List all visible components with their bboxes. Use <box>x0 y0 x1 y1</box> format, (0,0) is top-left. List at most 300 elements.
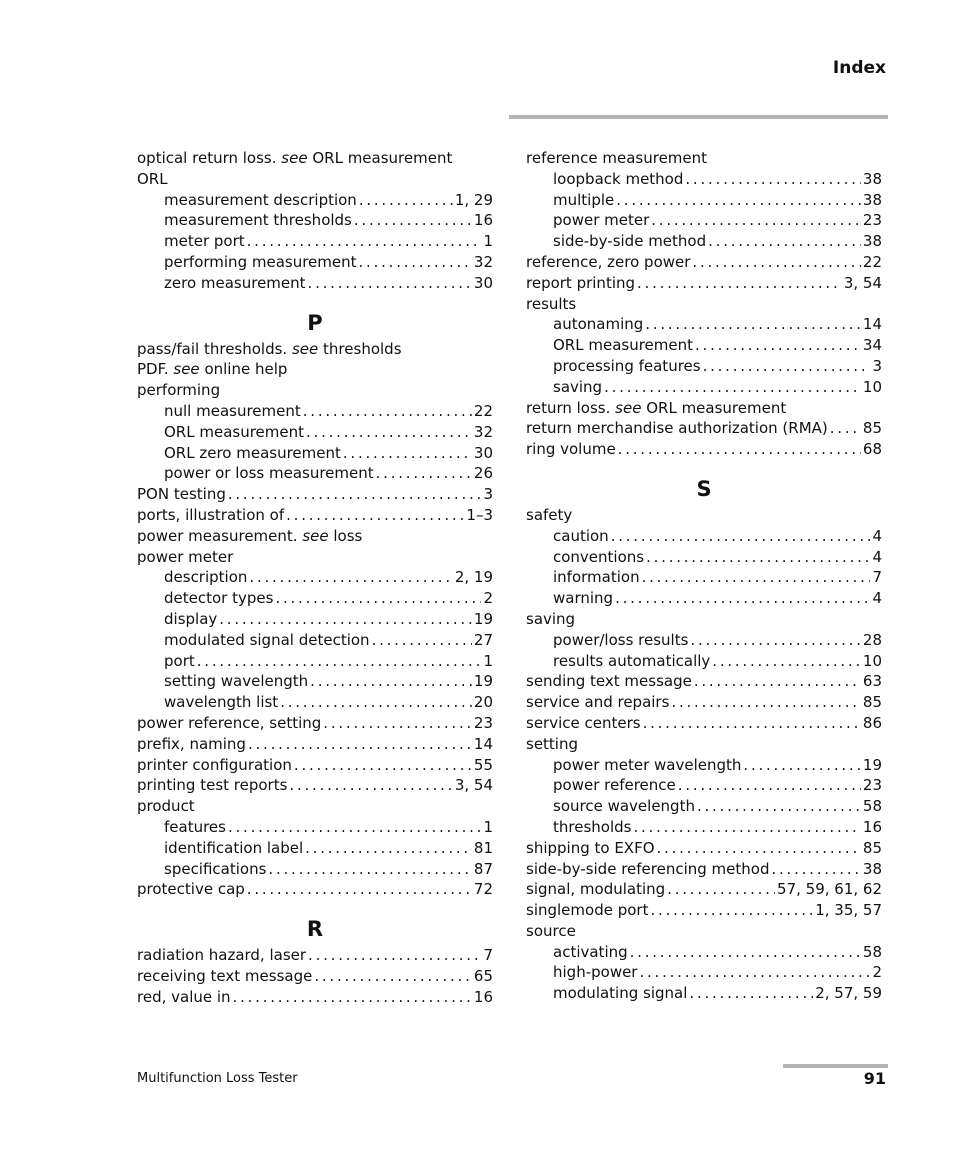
dot-leader <box>616 190 861 211</box>
index-term <box>137 775 287 796</box>
index-term-text: printer configuration <box>137 755 292 774</box>
index-subentry <box>137 817 493 838</box>
dot-leader <box>771 859 860 880</box>
index-page-numbers: 19 <box>473 609 493 628</box>
index-page-numbers: 7 <box>483 946 493 965</box>
index-term <box>137 339 402 360</box>
dot-leader <box>310 671 472 692</box>
index-term <box>137 547 233 568</box>
dot-leader <box>286 505 464 526</box>
index-page-numbers: 19 <box>473 672 493 691</box>
index-entry <box>526 879 882 900</box>
dot-leader <box>228 484 482 505</box>
index-term <box>526 713 641 734</box>
index-term <box>553 755 741 776</box>
index-page-numbers: 58 <box>862 797 882 816</box>
index-page-numbers: 85 <box>862 838 882 857</box>
index-term-text: thresholds <box>553 817 632 836</box>
index-page-numbers: 30 <box>473 443 493 462</box>
index-page-numbers: 7 <box>872 568 882 587</box>
index-term <box>526 609 575 630</box>
dot-leader <box>306 422 472 443</box>
index-subentry <box>526 775 882 796</box>
index-term <box>164 463 374 484</box>
index-term-text: side-by-side referencing method <box>526 859 770 878</box>
dot-leader <box>633 817 860 838</box>
index-see-reference: thresholds <box>323 339 402 358</box>
index-subentry <box>526 526 882 547</box>
index-term <box>137 359 287 380</box>
dot-leader <box>359 252 472 273</box>
index-term-text: pass/fail thresholds. <box>137 339 288 358</box>
index-term <box>137 526 362 547</box>
dot-leader <box>678 775 861 796</box>
index-term-text: conventions <box>553 547 645 566</box>
index-subentry <box>526 190 882 211</box>
index-entry <box>526 734 882 755</box>
index-entry <box>137 796 493 817</box>
index-subentry <box>526 651 882 672</box>
index-subentry <box>526 755 882 776</box>
index-page-numbers: 10 <box>862 651 882 670</box>
dot-leader <box>275 588 481 609</box>
dot-leader <box>690 630 860 651</box>
index-page-numbers: 38 <box>862 190 882 209</box>
dot-leader <box>651 210 861 231</box>
dot-leader <box>618 439 861 460</box>
index-subentry <box>526 942 882 963</box>
index-entry <box>137 169 493 190</box>
index-term <box>164 671 308 692</box>
index-term <box>526 505 572 526</box>
index-term <box>553 169 683 190</box>
index-entry <box>526 273 882 294</box>
index-term-text: features <box>164 817 226 836</box>
index-subentry <box>526 588 882 609</box>
index-term-text: PDF. <box>137 360 169 379</box>
index-entry <box>137 339 493 360</box>
index-term-text: ring volume <box>526 440 616 459</box>
index-term-text: protective cap <box>137 880 245 899</box>
index-page-numbers: 2 <box>483 589 493 608</box>
index-entry <box>526 859 882 880</box>
index-entry <box>137 734 493 755</box>
index-term <box>526 671 692 692</box>
index-entry <box>526 505 882 526</box>
index-term-text: shipping to EXFO <box>526 838 655 857</box>
index-term <box>137 380 220 401</box>
index-subentry <box>137 588 493 609</box>
dot-leader <box>639 962 870 983</box>
index-term <box>164 567 247 588</box>
dot-leader <box>228 817 481 838</box>
index-term-text: source wavelength <box>553 797 695 816</box>
index-subentry <box>137 692 493 713</box>
index-term-text: return loss. <box>526 398 611 417</box>
dot-leader <box>249 567 452 588</box>
dot-leader <box>645 314 861 335</box>
index-term-text: ports, illustration of <box>137 505 285 524</box>
index-term <box>526 859 769 880</box>
dot-leader <box>308 945 481 966</box>
index-term <box>137 169 168 190</box>
dot-leader <box>233 987 472 1008</box>
index-term <box>137 713 321 734</box>
index-page-numbers: 58 <box>862 942 882 961</box>
index-see-reference: loss <box>333 526 363 545</box>
index-term-text: warning <box>553 589 614 608</box>
index-subentry <box>137 273 493 294</box>
index-page-numbers: 23 <box>862 776 882 795</box>
index-subentry <box>137 422 493 443</box>
index-term-text: identification label <box>164 838 304 857</box>
index-term <box>526 148 707 169</box>
index-term-text: power reference, setting <box>137 713 322 732</box>
index-term <box>526 692 669 713</box>
index-term <box>553 356 701 377</box>
index-subentry <box>137 567 493 588</box>
index-page-numbers: 85 <box>862 693 882 712</box>
index-page-numbers: 16 <box>862 817 882 836</box>
index-term <box>553 651 710 672</box>
index-entry <box>137 359 493 380</box>
index-term <box>137 148 452 169</box>
index-term <box>526 439 616 460</box>
index-term <box>164 422 304 443</box>
index-term <box>526 294 576 315</box>
index-page-numbers: 22 <box>862 252 882 271</box>
index-subentry <box>137 859 493 880</box>
index-entry <box>137 987 493 1008</box>
index-page-numbers: 32 <box>473 422 493 441</box>
index-entry <box>137 879 493 900</box>
index-page-numbers: 28 <box>862 630 882 649</box>
index-page-numbers: 3 <box>483 485 493 504</box>
dot-leader <box>643 713 861 734</box>
index-term-text: return merchandise authorization (RMA) <box>526 419 828 438</box>
index-page-numbers: 1, 29 <box>454 190 493 209</box>
index-entry <box>137 526 493 547</box>
index-entry <box>526 838 882 859</box>
index-term <box>526 900 648 921</box>
index-entry <box>526 671 882 692</box>
index-term <box>137 755 292 776</box>
index-subentry <box>137 630 493 651</box>
index-entry <box>137 713 493 734</box>
index-term-text: port <box>164 651 195 670</box>
index-page-numbers: 20 <box>473 693 493 712</box>
index-term-text: caution <box>553 526 609 545</box>
index-term-text: modulated signal detection <box>164 630 370 649</box>
index-term <box>553 588 613 609</box>
index-section-letter: S <box>696 476 712 501</box>
index-term-text: radiation hazard, laser <box>137 946 307 965</box>
dot-leader <box>323 713 472 734</box>
index-page-numbers: 81 <box>473 838 493 857</box>
index-term <box>553 547 644 568</box>
dot-leader <box>630 942 861 963</box>
index-term <box>553 775 676 796</box>
index-see-label: see <box>302 526 329 545</box>
dot-leader <box>359 190 453 211</box>
index-page-numbers: 1 <box>483 817 493 836</box>
index-term <box>164 692 278 713</box>
index-term-text: performing measurement <box>164 252 357 271</box>
index-term-text: specifications <box>164 859 267 878</box>
index-entry <box>526 713 882 734</box>
dot-leader <box>694 671 861 692</box>
index-section-letter: P <box>307 310 323 335</box>
index-term-text: reference, zero power <box>526 252 691 271</box>
index-term <box>164 252 357 273</box>
index-term <box>553 962 637 983</box>
index-term <box>164 210 352 231</box>
index-entry <box>137 505 493 526</box>
dot-leader <box>289 775 452 796</box>
index-term <box>164 859 266 880</box>
index-term <box>553 231 706 252</box>
index-page-numbers: 65 <box>473 966 493 985</box>
index-term-text: null measurement <box>164 401 301 420</box>
dot-leader <box>830 418 861 439</box>
index-subentry <box>526 356 882 377</box>
index-term <box>553 630 688 651</box>
index-entry <box>137 966 493 987</box>
index-page-numbers: 3 <box>872 356 882 375</box>
index-entry <box>526 692 882 713</box>
index-page-numbers: 72 <box>473 880 493 899</box>
index-page-numbers: 34 <box>862 336 882 355</box>
index-page-numbers: 32 <box>473 252 493 271</box>
index-page-numbers: 19 <box>862 755 882 774</box>
index-subentry <box>526 796 882 817</box>
index-subentry <box>137 609 493 630</box>
index-term-text: sending text message <box>526 672 692 691</box>
index-page-numbers: 3, 54 <box>843 273 882 292</box>
index-column-left <box>137 148 493 1007</box>
index-term-text: high-power <box>553 963 638 982</box>
index-term-text: ORL measurement <box>164 422 305 441</box>
index-subentry <box>526 567 882 588</box>
index-subentry <box>137 838 493 859</box>
index-subentry <box>137 190 493 211</box>
index-term-text: printing test reports <box>137 776 288 795</box>
index-see-label: see <box>173 360 200 379</box>
index-subentry <box>137 463 493 484</box>
index-term-text: report printing <box>526 273 636 292</box>
index-entry <box>137 484 493 505</box>
dot-leader <box>308 273 472 294</box>
index-see-label: see <box>615 398 642 417</box>
page-header-title: Index <box>832 58 886 78</box>
index-term <box>553 335 693 356</box>
index-term <box>526 921 576 942</box>
index-term <box>526 418 828 439</box>
index-term-text: setting <box>526 734 579 753</box>
index-entry <box>137 945 493 966</box>
index-term-text: setting wavelength <box>164 672 309 691</box>
index-term-text: modulating signal <box>553 984 688 1003</box>
index-page-numbers: 68 <box>862 440 882 459</box>
index-term-text: PON testing <box>137 485 226 504</box>
index-page-numbers: 1–3 <box>466 505 493 524</box>
index-term-text: service and repairs <box>526 693 670 712</box>
dot-leader <box>695 335 861 356</box>
dot-leader <box>197 651 482 672</box>
index-term <box>553 983 687 1004</box>
index-term-text: ORL measurement <box>553 336 694 355</box>
index-term-text: activating <box>553 942 628 961</box>
header-rule <box>509 115 888 119</box>
index-page-numbers: 63 <box>862 672 882 691</box>
index-page-numbers: 38 <box>862 232 882 251</box>
index-term-text: power or loss measurement <box>164 464 374 483</box>
index-page-numbers: 4 <box>872 526 882 545</box>
index-page-numbers: 26 <box>473 464 493 483</box>
dot-leader <box>642 567 871 588</box>
index-entry <box>526 418 882 439</box>
index-entry <box>526 148 882 169</box>
index-term <box>553 567 640 588</box>
index-term <box>137 734 246 755</box>
index-term <box>526 398 786 419</box>
dot-leader <box>604 377 861 398</box>
index-term-text: product <box>137 797 195 816</box>
dot-leader <box>303 401 472 422</box>
index-page-numbers: 27 <box>473 630 493 649</box>
dot-leader <box>712 651 861 672</box>
index-term-text: measurement thresholds <box>164 211 352 230</box>
dot-leader <box>305 838 472 859</box>
dot-leader <box>268 859 471 880</box>
index-term-text: side-by-side method <box>553 232 707 251</box>
index-page-numbers: 3, 54 <box>454 776 493 795</box>
index-term-text: service centers <box>526 713 641 732</box>
index-term-text: power/loss results <box>553 630 689 649</box>
index-term-text: wavelength list <box>164 693 279 712</box>
index-subentry <box>137 671 493 692</box>
index-page-numbers: 22 <box>473 401 493 420</box>
dot-leader <box>657 838 861 859</box>
index-page-numbers: 14 <box>473 734 493 753</box>
index-term <box>164 443 341 464</box>
index-term <box>164 609 217 630</box>
index-term <box>137 879 245 900</box>
index-term <box>137 945 306 966</box>
dot-leader <box>247 231 482 252</box>
index-page-numbers: 1 <box>483 651 493 670</box>
index-term-text: power meter <box>137 547 234 566</box>
index-entry <box>526 252 882 273</box>
dot-leader <box>685 169 861 190</box>
index-subentry <box>526 817 882 838</box>
index-term-text: results automatically <box>553 651 711 670</box>
index-term-text: power meter <box>553 211 650 230</box>
dot-leader <box>637 273 842 294</box>
index-term-text: safety <box>526 505 573 524</box>
index-term-text: power reference <box>553 776 676 795</box>
index-subentry <box>526 983 882 1004</box>
index-term <box>553 314 643 335</box>
index-term <box>526 252 690 273</box>
dot-leader <box>372 630 472 651</box>
index-term <box>164 588 273 609</box>
index-page-numbers: 38 <box>862 169 882 188</box>
index-term <box>526 838 655 859</box>
index-subentry <box>137 252 493 273</box>
dot-leader <box>247 879 472 900</box>
index-subentry <box>137 231 493 252</box>
index-term-text: power meter wavelength <box>553 755 742 774</box>
dot-leader <box>692 252 860 273</box>
index-entry <box>526 294 882 315</box>
index-subentry <box>526 377 882 398</box>
dot-leader <box>248 734 472 755</box>
index-section-letter: R <box>306 917 324 942</box>
dot-leader <box>219 609 472 630</box>
index-term <box>553 526 609 547</box>
index-term-text: power measurement. <box>137 526 298 545</box>
dot-leader <box>667 879 775 900</box>
index-entry <box>526 398 882 419</box>
index-see-reference: online help <box>204 360 288 379</box>
dot-leader <box>743 755 861 776</box>
index-page-numbers: 4 <box>872 589 882 608</box>
index-term-text: measurement description <box>164 190 357 209</box>
page-number: 91 <box>863 1069 886 1088</box>
index-entry <box>137 380 493 401</box>
index-term-text: multiple <box>553 190 615 209</box>
index-term <box>553 796 695 817</box>
index-term-text: detector types <box>164 589 274 608</box>
index-see-reference: ORL measurement <box>312 149 453 167</box>
index-term-text: optical return loss. <box>137 149 277 167</box>
index-term <box>553 377 602 398</box>
index-page-numbers: 85 <box>862 419 882 438</box>
index-entry <box>526 439 882 460</box>
dot-leader <box>671 692 860 713</box>
dot-leader <box>343 443 472 464</box>
index-page-numbers: 16 <box>473 987 493 1006</box>
dot-leader <box>376 463 472 484</box>
index-term-text: processing features <box>553 356 701 375</box>
index-entry <box>137 775 493 796</box>
index-page-numbers: 2 <box>872 963 882 982</box>
index-term <box>137 987 231 1008</box>
dot-leader <box>703 356 871 377</box>
index-term-text: receiving text message <box>137 966 313 985</box>
index-entry <box>526 921 882 942</box>
index-page-numbers: 1, 35, 57 <box>815 901 882 920</box>
index-term-text: saving <box>526 609 576 628</box>
index-page-numbers: 2, 57, 59 <box>815 984 882 1003</box>
index-term <box>164 817 226 838</box>
index-term <box>164 190 357 211</box>
index-term <box>164 838 303 859</box>
index-page-numbers: 14 <box>862 315 882 334</box>
index-page-numbers: 55 <box>473 755 493 774</box>
index-term <box>526 734 578 755</box>
dot-leader <box>689 983 813 1004</box>
index-term <box>137 505 284 526</box>
index-column-right <box>526 148 882 1004</box>
index-term <box>164 231 245 252</box>
index-entry <box>137 148 493 169</box>
index-page-numbers: 2, 19 <box>454 568 493 587</box>
index-subentry <box>526 335 882 356</box>
index-subentry <box>137 443 493 464</box>
index-term-text: signal, modulating <box>526 880 666 899</box>
